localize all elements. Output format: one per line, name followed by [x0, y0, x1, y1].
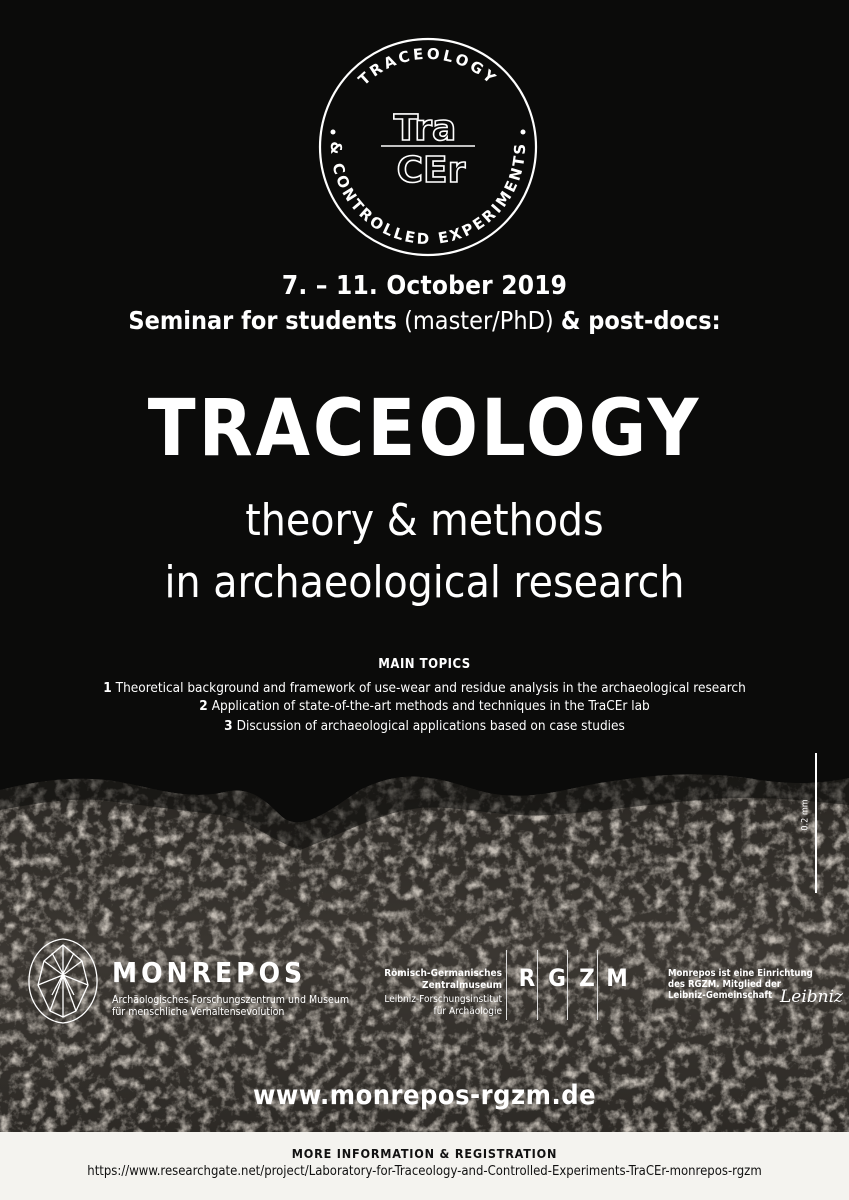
rgzm-line-2: Zentralmuseum [422, 980, 502, 991]
monrepos-subtitle-1: Archäologisches Forschungszentrum und Museum [112, 994, 350, 1006]
logo-mark-line1: Tra [393, 108, 457, 149]
rgzm-divider [506, 950, 507, 1020]
topic-item [0, 698, 849, 714]
monrepos-skull-icon [24, 935, 102, 1027]
event-audience [0, 306, 849, 335]
scale-bar [815, 753, 817, 893]
topic-text: Discussion of archaeological applications based on case studies [236, 718, 625, 734]
topic-item [0, 718, 849, 734]
title-line-2: theory & methods [245, 495, 604, 546]
topics-heading: MAIN TOPICS [378, 657, 471, 672]
leibniz-logo: Leibniz [780, 987, 844, 1007]
footer-heading: MORE INFORMATION & REGISTRATION [291, 1146, 558, 1161]
title-line-3: in archaeological research [164, 557, 685, 608]
logo-mark-line2: CEr [396, 150, 466, 191]
rgzm-letter: G [548, 964, 566, 992]
audience-bold-1: Seminar for students [128, 306, 397, 335]
scale-label: 0.2 mm [800, 799, 811, 831]
leibniz-line-2: des RGZM. Mitglied der [668, 979, 782, 990]
rgzm-line-4: für Archäologie [433, 1006, 502, 1017]
monrepos-subtitle-2: für menschliche Verhaltensevolution [112, 1006, 285, 1018]
rgzm-letter: R [518, 964, 536, 992]
rgzm-logo [512, 964, 632, 992]
topic-number: 2 [199, 698, 208, 714]
topic-item [0, 680, 849, 696]
rgzm-line-3: Leibniz-Forschungsinstitut [384, 994, 502, 1005]
event-date: 7. – 11. October 2019 [281, 271, 568, 301]
rgzm-letter: M [606, 964, 628, 992]
rgzm-letter: Z [579, 964, 595, 992]
leibniz-line-3: Leibniz-Gemeinschaft [668, 990, 773, 1001]
main-title: TRACEOLOGY [147, 384, 702, 474]
monrepos-name: MONREPOS [112, 956, 307, 989]
topic-number: 3 [224, 718, 233, 734]
logo-ring-bottom-text: & CONTROLLED EXPERIMENTS [326, 141, 530, 249]
registration-link[interactable]: https://www.researchgate.net/project/Laboratory-for-Traceology-and-Controlled-Experiments-TraCEr-monrepos-rgzm [87, 1164, 762, 1179]
footer-panel [0, 1132, 849, 1200]
leibniz-line-1: Monrepos ist eine Einrichtung [668, 968, 813, 979]
tracer-logo [313, 32, 543, 262]
website-url[interactable]: www.monrepos-rgzm.de [252, 1080, 597, 1111]
audience-light: (master/PhD) [404, 306, 554, 335]
audience-bold-2: & post-docs: [560, 306, 721, 335]
topic-text: Application of state-of-the-art methods and techniques in the TraCEr lab [211, 698, 650, 714]
rgzm-line-1: Römisch-Germanisches [384, 968, 502, 979]
logo-ring-top-text: TRACEOLOGY [354, 44, 502, 90]
topic-text: Theoretical background and framework of use-wear and residue analysis in the archaeological research [115, 680, 746, 696]
topic-number: 1 [103, 680, 112, 696]
